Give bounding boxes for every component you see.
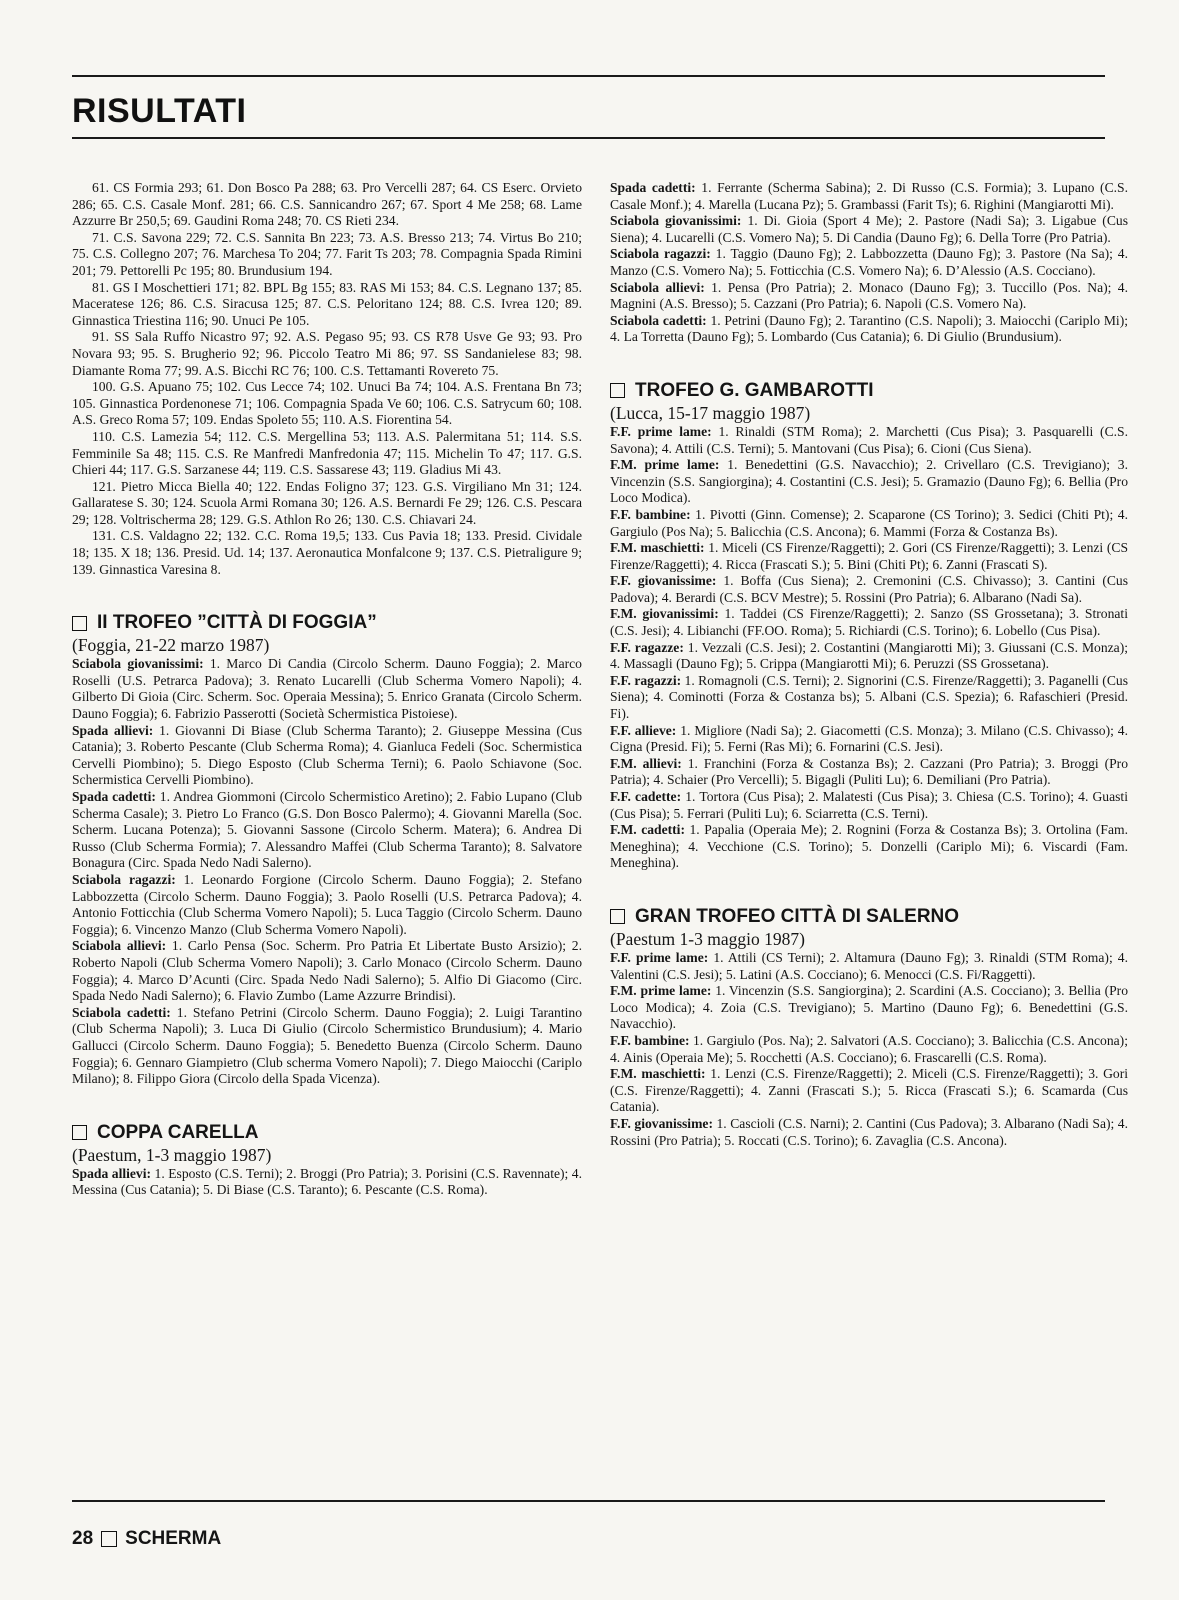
entry-text: 1. Taggio (Dauno Fg); 2. Labbozzetta (Dauno Fg); 3. Pastore (Na Sa); 4. Manzo (C.S. Vomero Na); 5. Fotticchia (C.S. Vomero Na); 6. D’Alessio (A.S. Cocciano). [610,246,1129,278]
entry-text: 1. Taddei (CS Firenze/Raggetti); 2. Sanzo (SS Grossetana); 3. Stronati (C.S. Jesi); 4. Libianchi (FF.OO. Roma); 5. Richiardi (C.S. Torino); 6. Lobello (Cus Pisa). [610,606,1128,639]
entry-text: 1. Vezzali (C.S. Jesi); 2. Costantini (Mangiarotti Mi); 3. Giussani (C.S. Monza); 4. Massagli (Dauno Fg); 5. Crippa (Mangiarotti Mi); 6. Peruzzi (SS Grossetana). [610,639,1129,672]
result-entry [610,606,1128,639]
entry-label: F.M. prime lame: [610,457,720,473]
section-title [72,1122,582,1144]
entry-label: Sciabola ragazzi: [72,871,176,887]
result-entry [610,673,1128,723]
entry-label: F.F. bambine: [610,1032,690,1048]
entry-text: 1. Giovanni Di Biase (Club Scherma Taranto); 2. Giuseppe Messina (Cus Catania); 3. Roberto Pescante (Club Scherma Roma); 4. Gianluca Fedeli (Soc. Schermistica Cervelli Piombino); 5. Diego Esposto (Club Scherma Terni); 6. Paolo Schiavone (Soc. Schermistica Cervelli Piombino). [72,722,582,788]
result-entry [610,507,1128,540]
section-subtitle: (Lucca, 15-17 maggio 1987) [610,402,811,423]
entry-text: 1. Migliore (Nadi Sa); 2. Giacometti (C.S. Monza); 3. Milano (C.S. Chivasso); 4. Cigna (Presid. Fi); 5. Ferni (Ras Mi); 6. Fornarini (C.S. Jesi). [610,722,1128,755]
page-footer [72,1528,221,1550]
entry-label: F.F. allieve: [610,722,677,738]
result-entry [610,540,1128,573]
entry-text: 1. Petrini (Dauno Fg); 2. Tarantino (C.S. Napoli); 3. Maiocchi (Cariplo Mi); 4. La Torretta (Dauno Fg); 5. Lombardo (Cus Catania); 6. Di Giulio (Brundusium). [610,312,1129,345]
result-entry [72,656,582,722]
section-subtitle: (Paestum, 1-3 maggio 1987) [72,1144,272,1165]
result-entry [610,280,1128,313]
section-subtitle: (Paestum 1-3 maggio 1987) [610,928,805,949]
entry-label: F.M. cadetti: [610,822,685,838]
entry-label: Sciabola giovanissimi: [610,213,742,229]
section-title [72,612,582,634]
entry-label: F.F. bambine: [610,506,691,522]
section-title-text: GRAN TROFEO CITTÀ DI SALERNO [635,905,960,927]
checkbox-square-icon [101,1531,117,1547]
entry-label: Spada cadetti: [610,180,696,195]
result-entry [72,723,582,789]
result-entry [610,983,1128,1033]
entry-text: 1. Boffa (Cus Siena); 2. Cremonini (C.S. Chivasso); 3. Cantini (Cus Padova); 4. Berardi (C.S. BCV Mestre); 5. Rossini (Pro Patria); 6. Albarano (Nadi Sa). [610,573,1129,605]
ranking-paragraph: 81. GS I Moschettieri 171; 82. BPL Bg 155; 83. RAS Mi 153; 84. C.S. Legnano 137; 85. Maceratese 126; 86. C.S. Siracusa 125; 87. C.S. Peloritano 124; 88. C.S. Ivrea 120; 89. Ginnastica Triestina 116; 90. Unuci Pe 105. [72,279,582,328]
result-entry [72,938,582,1004]
entry-label: F.M. prime lame: [610,983,712,999]
section-title-text: II TROFEO ”CITTÀ DI FOGGIA” [97,612,377,634]
entry-label: Spada allievi: [72,1165,152,1181]
section-title-text: TROFEO G. GAMBAROTTI [635,379,874,401]
entry-label: F.M. giovanissimi: [610,606,719,622]
entry-text: 1. Leonardo Forgione (Circolo Scherm. Dauno Foggia); 2. Stefano Labbozzetta (Circolo Scherm. Dauno Foggia); 3. Paolo Roselli (U.S. Petrarca Padova); 4. Antonio Fotticchia (Club Scherma Vomero Napoli); 5. Luca Taggio (Circolo Scherm. Dauno Foggia); 6. Vincenzo Manzo (Club Scherma Vomero Napoli). [72,871,582,937]
entry-label: Sciabola cadetti: [72,1004,171,1020]
entry-label: F.M. maschietti: [610,1066,706,1082]
entry-text: 1. Ferrante (Scherma Sabina); 2. Di Russo (C.S. Formia); 3. Lupano (C.S. Casale Monf.); 4. Marella (Lucana Pz); 5. Grambassi (Farit Ts); 6. Righini (Mangiarotti Mi). [610,180,1128,212]
left-column [72,180,582,1199]
section-salerno [610,906,1128,1149]
footer-rule [72,1500,1105,1502]
section-title-text: COPPA CARELLA [97,1121,259,1143]
result-entry [72,872,582,938]
result-entry [72,789,582,872]
entry-text: 1. Attili (CS Terni); 2. Altamura (Dauno Fg); 3. Rinaldi (STM Roma); 4. Valentini (C.S. Jesi); 5. Latini (A.S. Cocciano); 6. Menocci (C.S. Fi/Raggetti). [610,949,1128,982]
entry-label: Sciabola giovanissimi: [72,656,204,672]
section-gambarotti [610,380,1128,872]
result-entry [610,180,1128,213]
entry-label: Spada allievi: [72,722,154,738]
result-entry [72,1166,582,1199]
result-entry [610,640,1128,673]
entry-text: 1. Tortora (Cus Pisa); 2. Malatesti (Cus Pisa); 3. Chiesa (C.S. Torino); 4. Guasti (Cus Pisa); 5. Ferrari (Puliti Lu); 6. Sciarretta (C.S. Terni). [610,789,1128,821]
result-entry [610,424,1128,457]
entry-text: 1. Papalia (Operaia Me); 2. Rognini (Forza & Costanza Bs); 3. Ortolina (Fam. Meneghina); 4. Vecchione (C.S. Torino); 5. Donzelli (Cariplo Mi); 6. Viscardi (Fam. Meneghina). [610,822,1128,871]
result-entry [610,789,1128,822]
entry-text: 1. Di. Gioia (Sport 4 Me); 2. Pastore (Nadi Sa); 3. Ligabue (Cus Siena); 4. Lucarelli (C.S. Vomero Na); 5. Di Candia (Dauno Fg); 6. Della Torre (Pro Patria). [610,213,1128,245]
section-subtitle: (Foggia, 21-22 marzo 1987) [72,635,270,656]
result-entry [610,246,1128,279]
ranking-paragraph: 100. G.S. Apuano 75; 102. Cus Lecce 74; 102. Unuci Ba 74; 104. A.S. Frentana Bn 73; 105. Ginnastica Pordenonese 71; 106. Compagnia Spada Ve 60; 106. C.S. Satrycum 60; 108. A.S. Greco Roma 57; 109. Endas Spoleto 55; 110. A.S. Fiorentina 54. [72,379,582,428]
entry-text: 1. Pivotti (Ginn. Comense); 2. Scaparone (CS Torino); 3. Sedici (Chiti Pt); 4. Gargiulo (Pos Na); 5. Balicchia (C.S. Ancona); 6. Mammi (Forza & Costanza Bs). [610,506,1128,539]
entry-text: 1. Esposto (C.S. Terni); 2. Broggi (Pro Patria); 3. Porisini (C.S. Ravennate); 4. Messina (Cus Catania); 5. Di Biase (C.S. Taranto); 6. Pescante (C.S. Roma). [72,1165,582,1198]
entry-text: 1. Carlo Pensa (Soc. Scherm. Pro Patria Et Libertate Busto Arsizio); 2. Roberto Napoli (Club Scherma Vomero Napoli); 3. Carlo Monaco (Circolo Scherm. Dauno Foggia); 4. Marco D’Acunti (Circ. Spada Nedo Nadi Salerno); 5. Alfio Di Giacomo (Circ. Spada Nedo Nadi Salerno); 6. Flavio Zumbo (Lame Azzurre Brindisi). [72,938,582,1004]
checkbox-square-icon [72,1125,87,1140]
entry-text: 1. Marco Di Candia (Circolo Scherm. Dauno Foggia); 2. Marco Roselli (U.S. Petrarca Padova); 3. Renato Lucarelli (Club Scherma Vomero Napoli); 4. Gilberto Di Gioia (Circ. Scherm. Soc. Operaia Messina); 5. Enrico Granata (Circolo Scherm. Dauno Foggia); 6. Fabrizio Passerotti (Società Schermistica Pistoiese). [72,656,582,722]
entry-label: F.M. maschietti: [610,540,705,556]
result-entry [610,723,1128,756]
ranking-paragraph: 121. Pietro Micca Biella 40; 122. Endas Foligno 37; 123. G.S. Virgiliano Mn 31; 124. Gallaratese S. 30; 124. Scuola Armi Romana 30; 126. A.S. Bernardi Fe 29; 126. C.S. Pescara 29; 128. Voltrischerma 28; 129. G.S. Athlon Ro 26; 130. C.S. Chiavari 24. [72,478,582,527]
right-column [610,180,1128,1149]
top-rule [72,75,1105,77]
ranking-paragraph: 110. C.S. Lamezia 54; 112. C.S. Mergellina 53; 113. A.S. Palermitana 51; 114. S.S. Femminile Sa 48; 115. C.S. Re Manfredi Manfredonia 47; 115. Michelin To 47; 117. G.S. Chieri 44; 117. G.S. Sarzanese 44; 119. C.S. Sassarese 43; 119. Gladius Mi 43. [72,428,582,478]
entry-text: 1. Stefano Petrini (Circolo Scherm. Dauno Foggia); 2. Luigi Tarantino (Club Scherma Napoli); 3. Luca Di Giulio (Circolo Schermistico Brundusium); 4. Mario Gallucci (Circolo Scherm. Dauno Foggia); 5. Benedetto Buenza (Circolo Scherm. Dauno Foggia); 6. Gennaro Giampietro (Club scherma Vomero Napoli); 7. Diego Maiocchi (Cariplo Milano); 8. Filippo Giora (Circolo della Spada Vicenza). [72,1004,583,1087]
entry-text: 1. Benedettini (G.S. Navacchio); 2. Crivellaro (C.S. Trevigiano); 3. Vincenzin (S.S. Sangiorgina); 4. Costantini (C.S. Jesi); 5. Gramazio (Dauno Fg); 6. Bellia (Pro Loco Modica). [610,457,1128,506]
section-carella [72,1122,582,1199]
entry-text: 1. Rinaldi (STM Roma); 2. Marchetti (Cus Pisa); 3. Pasquarelli (C.S. Savona); 4. Attili (C.S. Terni); 5. Mantovani (Cus Pisa); 6. Cioni (Cus Siena). [610,423,1129,456]
entry-label: F.F. giovanissime: [610,1115,713,1131]
entry-text: 1. Gargiulo (Pos. Na); 2. Salvatori (A.S. Cocciano); 3. Balicchia (C.S. Ancona); 4. Ainis (Operaia Me); 5. Rocchetti (A.S. Cocciano); 6. Frascarelli (C.S. Roma). [610,1032,1128,1065]
entry-text: 1. Andrea Giommoni (Circolo Schermistico Aretino); 2. Fabio Lupano (Club Scherma Casale); 3. Pietro Lo Franco (G.S. Don Bosco Palermo); 4. Giovanni Marella (Soc. Scherm. Lucana Potenza); 5. Giovanni Sassone (Circolo Scherm. Matera); 6. Andrea Di Russo (Club Scherma Formia); 7. Alessandro Maffei (Club Scherma Taranto); 8. Salvatore Bonagura (Circ. Spada Nedo Nadi Salerno). [72,789,582,871]
entry-label: F.F. prime lame: [610,423,712,439]
result-entry [610,213,1128,246]
page-number: 28 [72,1528,94,1549]
result-entry [610,1066,1128,1116]
result-entry [72,1005,582,1088]
section-title [610,380,1128,402]
result-entry [610,950,1128,983]
magazine-name: SCHERMA [125,1528,222,1549]
section-carella-continued [610,180,1128,346]
result-entry [610,756,1128,789]
result-entry [610,822,1128,872]
entry-label: Spada cadetti: [72,789,156,804]
result-entry [610,1033,1128,1066]
entry-label: F.M. allievi: [610,755,682,771]
entry-label: F.F. giovanissime: [610,573,717,589]
entry-text: 1. Vincenzin (S.S. Sangiorgina); 2. Scardini (A.S. Cocciano); 3. Bellia (Pro Loco Modica); 4. Zoia (C.S. Trevigiano); 5. Martino (Dauno Fg); 6. Benedettini (G.S. Navacchio). [610,983,1128,1032]
entry-text: 1. Franchini (Forza & Costanza Bs); 2. Cazzani (Pro Patria); 3. Broggi (Pro Patria); 4. Schaier (Pro Vercelli); 5. Bigagli (Puliti Lu); 6. Demiliani (Pro Patria). [610,755,1129,788]
section-foggia [72,612,582,1087]
page-title: RISULTATI [72,92,247,130]
checkbox-square-icon [610,909,625,924]
result-entry [610,457,1128,507]
result-entry [610,1116,1128,1149]
entry-label: Sciabola allievi: [72,938,167,954]
entry-label: F.F. ragazzi: [610,672,682,688]
entry-text: 1. Romagnoli (C.S. Terni); 2. Signorini (C.S. Firenze/Raggetti); 3. Paganelli (Cus Siena); 4. Cominotti (Forza & Costanza bs); 5. Albani (C.S. Spezia); 6. Rafaschieri (Presid. Fi). [610,672,1128,722]
entry-text: 1. Miceli (CS Firenze/Raggetti); 2. Gori (CS Firenze/Raggetti); 3. Lenzi (CS Firenze/Raggetti); 4. Ricca (Frascati S.); 5. Bini (Chiti Pt); 6. Zanni (Frascati S). [610,540,1129,572]
result-entry [610,313,1128,346]
checkbox-square-icon [610,383,625,398]
ranking-paragraph: 61. CS Formia 293; 61. Don Bosco Pa 288; 63. Pro Vercelli 287; 64. CS Eserc. Orvieto 286; 65. C.S. Casale Monf. 281; 66. C.S. Sannicandro 267; 67. Sport 4 Me 258; 68. Lame Azzurre Br 250,5; 69. Gaudini Roma 248; 70. CS Rieti 234. [72,180,582,229]
ranking-block [72,180,582,578]
ranking-paragraph: 131. C.S. Valdagno 22; 132. C.C. Roma 19,5; 133. Cus Pavia 18; 133. Presid. Cividale 18; 135. X 18; 136. Presid. Ud. 14; 137. Aeronautica Monfalcone 9; 137. C.S. Pietraligure 9; 139. Ginnastica Varesina 8. [72,528,582,577]
ranking-paragraph: 71. C.S. Savona 229; 72. C.S. Sannita Bn 223; 73. A.S. Bresso 213; 74. Virtus Bo 210; 75. C.S. Collegno 207; 76. Marchesa To 204; 77. Farit Ts 203; 78. Compagnia Spada Rimini 201; 79. Pettorelli Pc 195; 80. Brundusium 194. [72,229,582,278]
entry-label: Sciabola ragazzi: [610,246,711,262]
section-title [610,906,1128,928]
entry-label: Sciabola cadetti: [610,312,707,328]
result-entry [610,573,1128,606]
ranking-paragraph: 91. SS Sala Ruffo Nicastro 97; 92. A.S. Pegaso 95; 93. CS R78 Usve Ge 93; 93. Pro Novara 93; 95. S. Brugherio 92; 96. Piccolo Teatro Mi 86; 97. SS Sandanielese 83; 98. Diamante Roma 77; 99. A.S. Bicchi RC 76; 100. C.S. Tettamanti Rovereto 75. [72,329,582,378]
entry-label: Sciabola allievi: [610,279,705,295]
checkbox-square-icon [72,616,87,631]
entry-label: F.F. ragazze: [610,639,684,655]
entry-text: 1. Pensa (Pro Patria); 2. Monaco (Dauno Fg); 3. Tuccillo (Pos. Na); 4. Magnini (A.S. Bresso); 5. Cazzani (Pro Patria); 6. Napoli (C.S. Vomero Na). [610,279,1128,312]
entry-text: 1. Cascioli (C.S. Narni); 2. Cantini (Cus Padova); 3. Albarano (Nadi Sa); 4. Rossini (Pro Patria); 5. Roccati (C.S. Torino); 6. Zavaglia (C.S. Ancona). [610,1115,1129,1148]
entry-label: F.F. cadette: [610,789,682,804]
entry-text: 1. Lenzi (C.S. Firenze/Raggetti); 2. Miceli (C.S. Firenze/Raggetti); 3. Gori (C.S. Firenze/Raggetti); 4. Zanni (Frascati S.); 5. Ricca (Frascati S.); 6. Scamarda (Cus Catania). [610,1066,1128,1115]
title-rule [72,137,1105,139]
entry-label: F.F. prime lame: [610,949,709,965]
